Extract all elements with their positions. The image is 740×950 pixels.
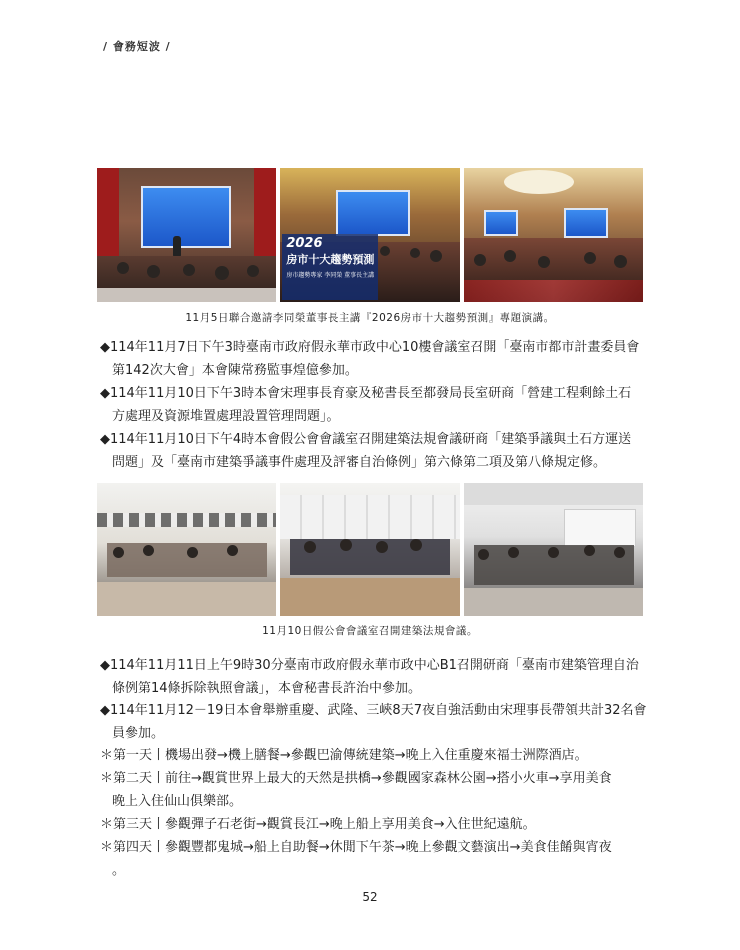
news-item-1-line-2: 第142次大會」本會陳常務監事煌億參加。	[112, 362, 358, 378]
lecture-photo-1	[97, 168, 276, 302]
itinerary-day-3	[100, 814, 648, 837]
itinerary-day-2-line-2: 晚上入住仙山俱樂部。	[112, 793, 243, 809]
photo-row-lecture	[97, 168, 643, 302]
news-item-3-line-2: 問題」及「臺南市建築爭議事件處理及評審自治條例」第六條第二項及第八條規定修。	[112, 454, 607, 470]
meeting-photo-2	[280, 483, 459, 616]
forecast-banner	[282, 234, 378, 300]
news-item-2-line-1: ◆114年11月10日下午3時本會宋理事長育豪及秘書長至都發局長室研商「營建工程剩餘土石	[100, 386, 632, 401]
lecture-photo-3	[464, 168, 643, 302]
news-item-1	[100, 337, 648, 382]
itinerary-day-4	[100, 837, 648, 882]
banner-year: 2026	[286, 236, 323, 251]
news-item-5-line-1: ◆114年11月12－19日本會舉辦重慶、武隆、三峽8天7夜自強活動由宋理事長帶領共計32名會	[100, 703, 647, 718]
news-item-4	[100, 655, 648, 700]
news-item-1-line-1: ◆114年11月7日下午3時臺南市政府假永華市政中心10樓會議室召開「臺南市都市計畫委員會	[100, 340, 640, 355]
itinerary-day-2	[100, 768, 648, 813]
news-item-5-line-2: 員參加。	[112, 725, 165, 741]
lecture-photo-2	[280, 168, 459, 302]
news-item-3-line-1: ◆114年11月10日下午4時本會假公會會議室召開建築法規會議研商「建築爭議與土石方運送	[100, 432, 632, 447]
photo-row-meeting	[97, 483, 643, 616]
itinerary-day-1-line-1: ＊第一天丨機場出發→機上膳餐→參觀巴渝傳統建築→晚上入住重慶來福士洲際酒店。	[100, 748, 588, 763]
news-item-2	[100, 383, 648, 428]
itinerary-day-4-line-2: 。	[112, 862, 126, 878]
news-item-4-line-1: ◆114年11月11日上午9時30分臺南市政府假永華市政中心B1召開研商「臺南市建築管理自治	[100, 658, 639, 673]
meeting-photo-3	[464, 483, 643, 616]
itinerary-day-3-line-1: ＊第三天丨參觀彈子石老街→觀賞長江→晚上船上享用美食→入住世紀遠航。	[100, 817, 536, 832]
itinerary-day-1	[100, 745, 648, 768]
photo-caption-meeting: 11月10日假公會會議室召開建築法規會議。	[262, 625, 478, 637]
news-item-5	[100, 700, 648, 745]
news-item-3	[100, 429, 648, 474]
news-item-2-line-2: 方處理及資源堆置處理設置管理問題」。	[112, 408, 340, 424]
news-item-4-line-2: 條例第14條拆除執照會議」，本會秘書長許治中參加。	[112, 680, 422, 696]
itinerary-day-4-line-1: ＊第四天丨參觀豐都鬼城→船上自助餐→休閒下午茶→晚上參觀文藝演出→美食佳餚與宵夜	[100, 840, 612, 855]
page-number: 52	[362, 890, 378, 904]
banner-title: 房市十大趨勢預測	[286, 253, 375, 266]
itinerary-day-2-line-1: ＊第二天丨前往→觀賞世界上最大的天然是拱橋→參觀國家森林公園→搭小火車→享用美食	[100, 771, 612, 786]
photo-caption-lecture: 11月5日聯合邀請李同榮董事長主講『2026房市十大趨勢預測』專題演講。	[185, 312, 555, 324]
section-header: / 會務短波 /	[103, 40, 171, 53]
banner-subtitle: 房市趨勢專家 李同榮 董事長主講	[286, 272, 375, 279]
meeting-photo-1	[97, 483, 276, 616]
